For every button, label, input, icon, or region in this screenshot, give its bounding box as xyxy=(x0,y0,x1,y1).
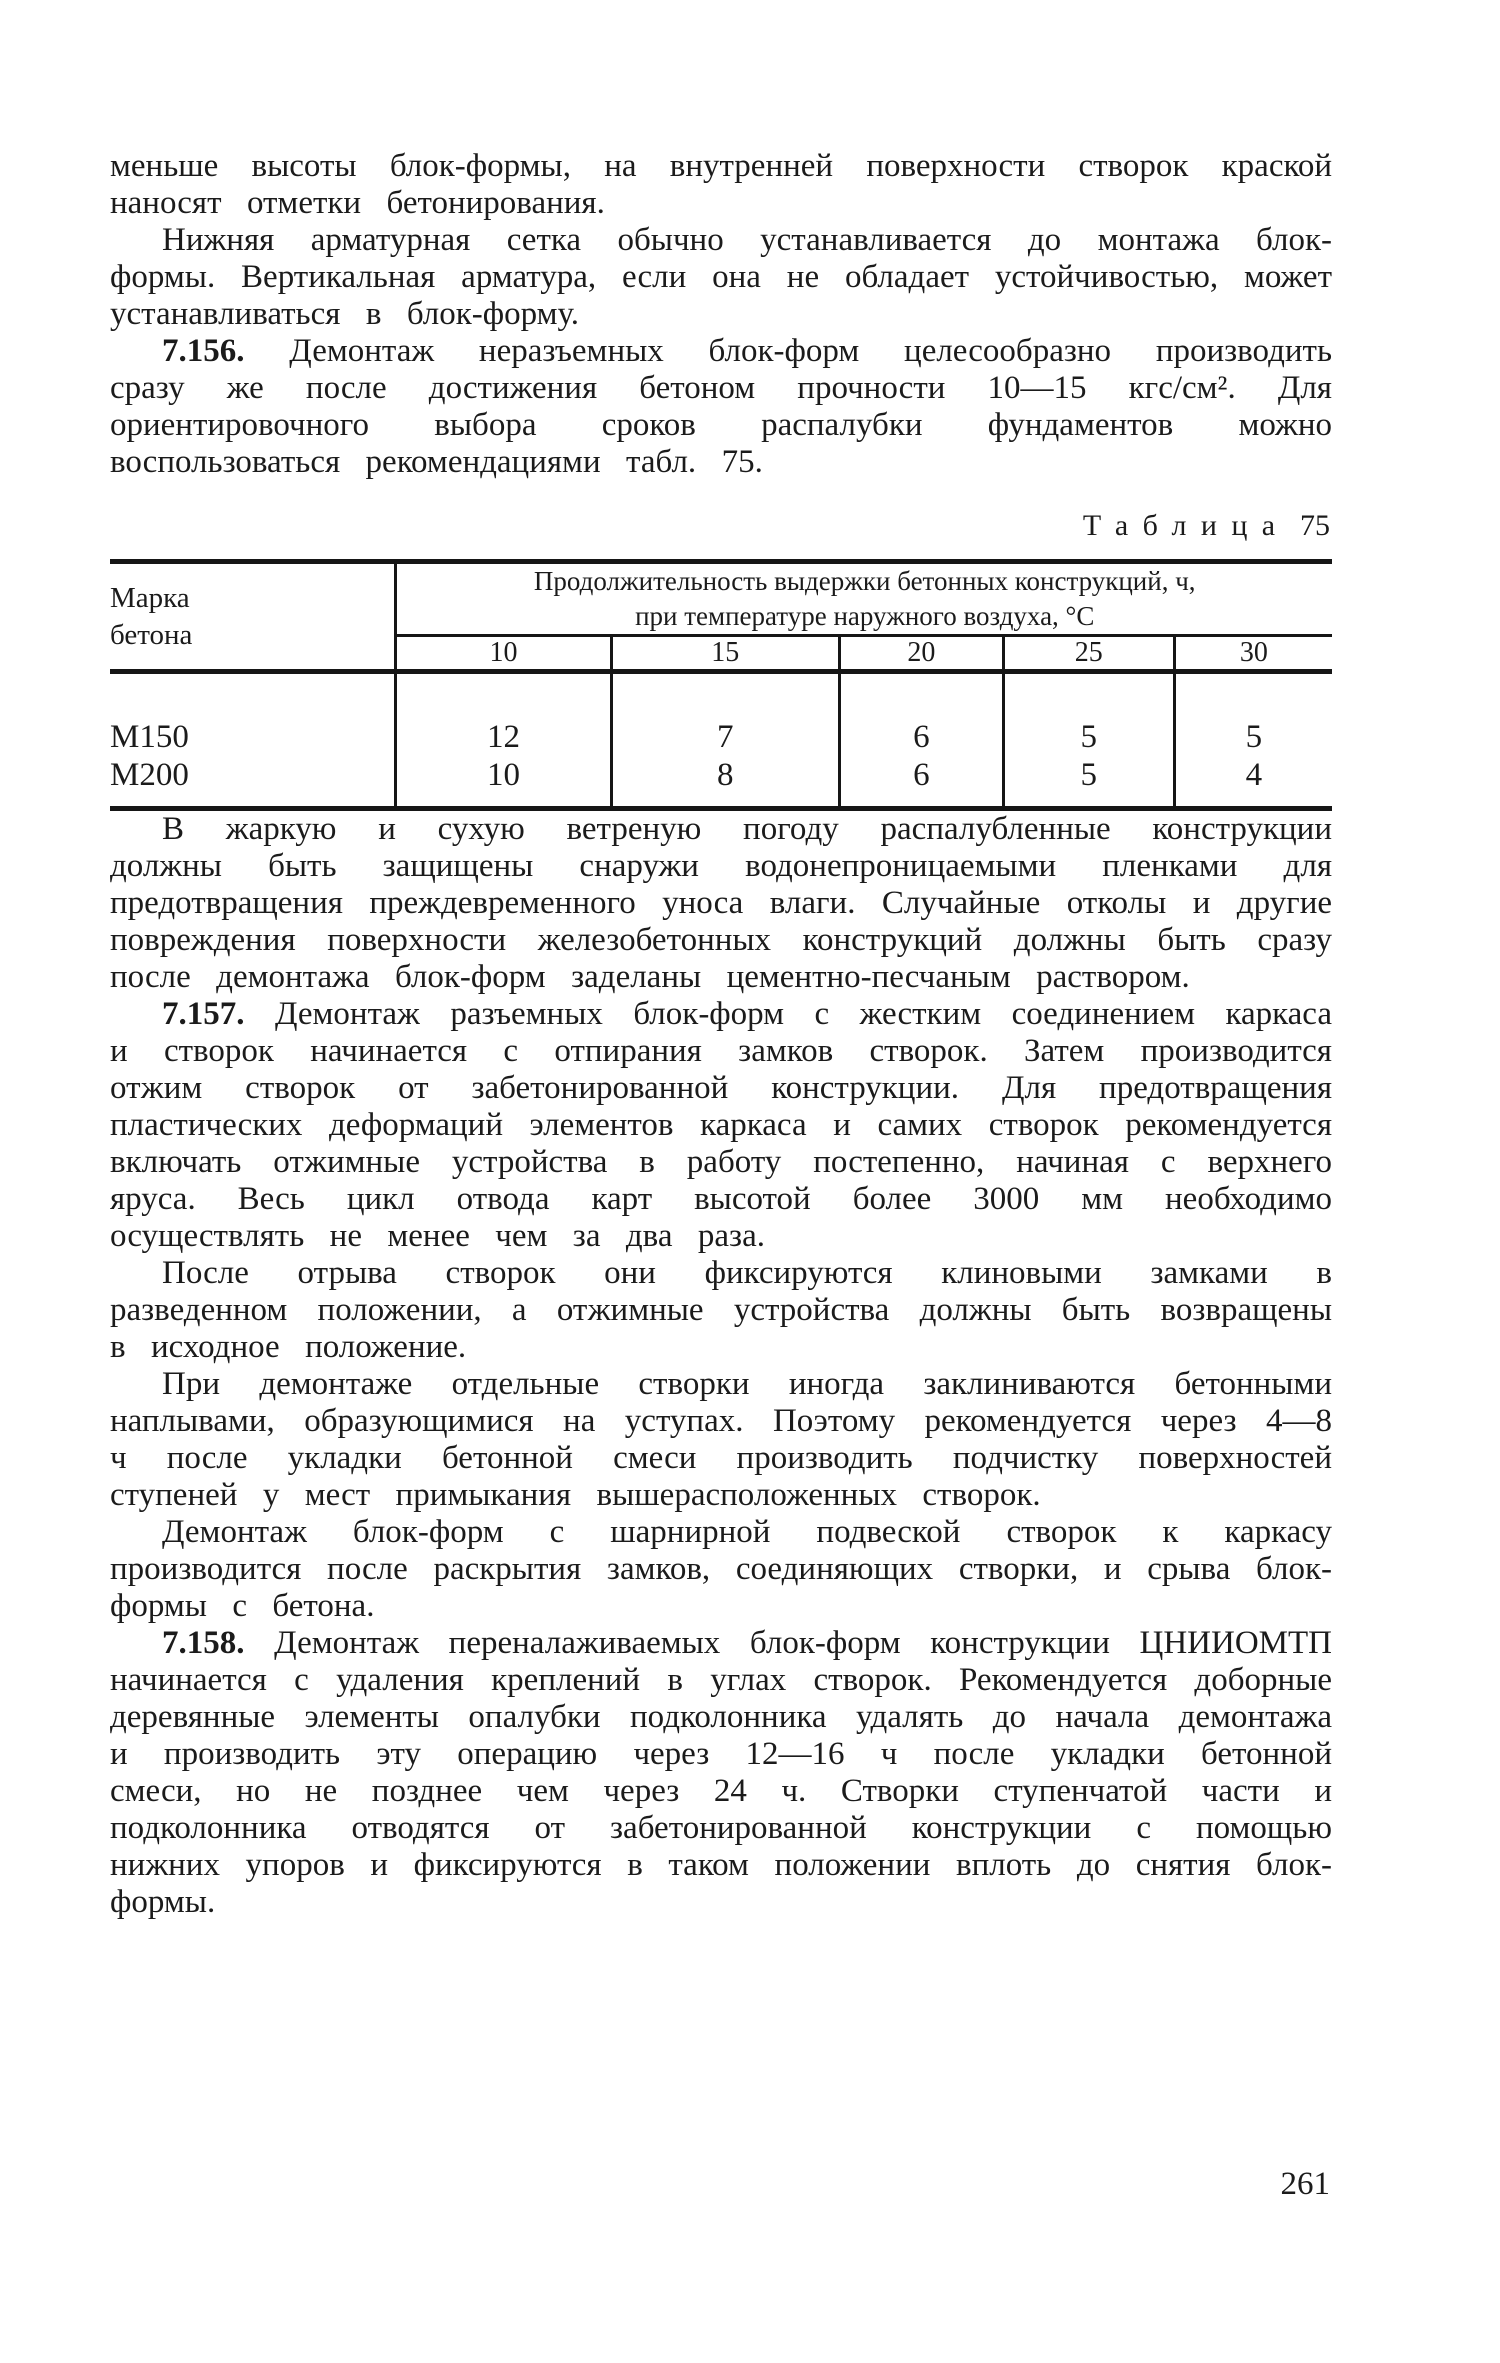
paragraph-text: Демонтаж блок-форм с шарнирной подвеской створок к каркасу производится после раскрытия замков, соединяющих створки, и срыва блок-формы с бетона. xyxy=(110,1514,1332,1624)
paragraph xyxy=(110,811,1332,996)
paragraph-text: При демонтаже отдельные створки иногда заклиниваются бетонными наплывами, образующимися на уступах. Поэтому рекомендуется через 4—8 ч после укладки бетонной смеси производить подчистку поверхностей ступеней у мест примыкания вышерасположенных створок. xyxy=(110,1366,1332,1513)
table-header-row xyxy=(110,562,1332,636)
span-header-line: при температуре наружного воздуха, °С xyxy=(635,601,1095,631)
curing-duration-table xyxy=(110,559,1332,811)
section-number: 7.158. xyxy=(162,1625,245,1661)
stub-header-line: Марка xyxy=(110,581,190,614)
paragraph-text: Демонтаж переналаживаемых блок-форм конструкции ЦНИИОМТП начинается с удаления креплений в углах створок. Рекомендуется доборные деревянные элементы опалубки подколонника удалять до начала демонтажа и производить эту операцию через 12—16 ч после укладки бетонной смеси, но не позднее чем через 24 ч. Створки ступенчатой части и подколонника отводятся от забетонированной конструкции с помощью нижних упоров и фиксируются в таком положении вплоть до снятия блок-формы. xyxy=(110,1625,1332,1920)
paragraph xyxy=(110,148,1332,222)
value-cell: 6 xyxy=(840,672,1004,757)
paragraph-text: После отрыва створок они фиксируются клиновыми замками в разведенном положении, а отжимные устройства должны быть возвращены в исходное положение. xyxy=(110,1255,1332,1365)
paragraph-text: меньше высоты блок-формы, на внутренней поверхности створок краской наносят отметки бетонирования. xyxy=(110,148,1332,221)
paragraph-7-158 xyxy=(110,1625,1332,1921)
paragraph xyxy=(110,1366,1332,1514)
temperature-header-cell: 30 xyxy=(1174,636,1332,672)
section-number: 7.157. xyxy=(162,996,245,1032)
value-cell: 5 xyxy=(1003,672,1174,757)
temperature-header-cell: 15 xyxy=(611,636,840,672)
stub-header-cell xyxy=(110,562,396,672)
table-row xyxy=(110,672,1332,757)
paragraph-text: Демонтаж разъемных блок-форм с жестким соединением каркаса и створок начинается с отпирания замков створок. Затем производится отжим створок от забетонированной конструкции. Для предотвращения пластических деформаций элементов каркаса и самих створок рекомендуется включать отжимные устройства в работу постепенно, начиная с верхнего яруса. Весь цикл отвода карт высотой более 3000 мм необходимо осуществлять не менее чем за два раза. xyxy=(110,996,1332,1254)
paragraph-7-156 xyxy=(110,333,1332,481)
table-caption xyxy=(110,509,1330,543)
paragraph xyxy=(110,1255,1332,1366)
concrete-grade-cell: М200 xyxy=(110,756,396,809)
temperature-header-cell: 25 xyxy=(1003,636,1174,672)
span-header-cell xyxy=(396,562,1332,636)
value-cell: 4 xyxy=(1174,756,1332,809)
section-number: 7.156. xyxy=(162,333,245,369)
table-row xyxy=(110,756,1332,809)
table-caption-number: 75 xyxy=(1300,509,1330,542)
paragraph-text: В жаркую и сухую ветреную погоду распалубленные конструкции должны быть защищены снаружи водонепроницаемыми пленками для предотвращения преждевременного уноса влаги. Случайные отколы и другие повреждения поверхности железобетонных конструкций должны быть сразу после демонтажа блок-форм заделаны цементно-песчаным раствором. xyxy=(110,811,1332,995)
temperature-header-cell: 10 xyxy=(396,636,611,672)
value-cell: 6 xyxy=(840,756,1004,809)
value-cell: 5 xyxy=(1003,756,1174,809)
paragraph xyxy=(110,1514,1332,1625)
stub-header-line: бетона xyxy=(110,618,193,651)
value-cell: 7 xyxy=(611,672,840,757)
text-block xyxy=(110,148,1332,1921)
paragraph xyxy=(110,222,1332,333)
value-cell: 5 xyxy=(1174,672,1332,757)
page-number: 261 xyxy=(1280,2166,1330,2202)
paragraph-text: Нижняя арматурная сетка обычно устанавливается до монтажа блок-формы. Вертикальная арматура, если она не обладает устойчивостью, может устанавливаться в блок-форму. xyxy=(110,222,1332,332)
paragraph-text: Демонтаж неразъемных блок-форм целесообразно производить сразу же после достижения бетоном прочности 10—15 кгс/см². Для ориентировочного выбора сроков распалубки фундаментов можно воспользоваться рекомендациями табл. 75. xyxy=(110,333,1333,480)
concrete-grade-cell: М150 xyxy=(110,672,396,757)
value-cell: 12 xyxy=(396,672,611,757)
span-header-line: Продолжительность выдержки бетонных конструкций, ч, xyxy=(533,566,1196,596)
temperature-header-cell: 20 xyxy=(840,636,1004,672)
paragraph-7-157 xyxy=(110,996,1332,1255)
value-cell: 10 xyxy=(396,756,611,809)
value-cell: 8 xyxy=(611,756,840,809)
table-caption-word: Таблица xyxy=(1082,509,1290,542)
